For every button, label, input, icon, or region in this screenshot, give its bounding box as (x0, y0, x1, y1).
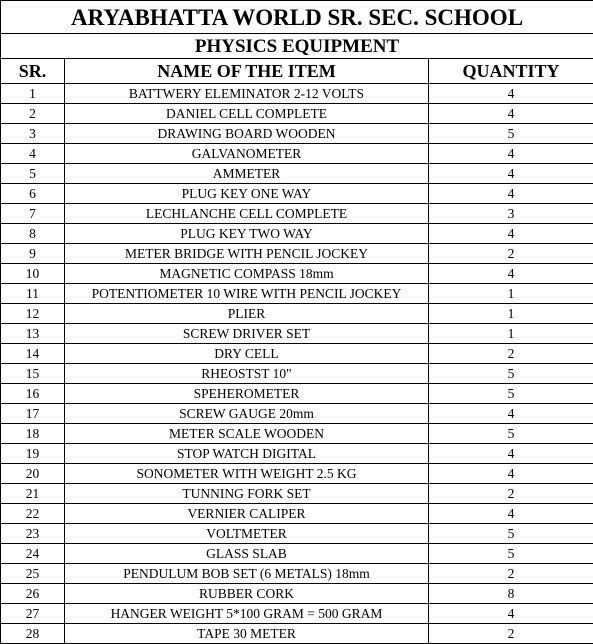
cell-item-name[interactable]: TUNNING FORK SET (65, 484, 429, 504)
cell-item-name[interactable]: STOP WATCH DIGITAL (65, 444, 429, 464)
cell-sr[interactable]: 6 (1, 184, 65, 204)
cell-item-name[interactable]: RHEOSTST 10" (65, 364, 429, 384)
cell-item-name[interactable]: SCREW GAUGE 20mm (65, 404, 429, 424)
table-row (1, 544, 593, 564)
cell-item-name[interactable]: LECHLANCHE CELL COMPLETE (65, 204, 429, 224)
table-row (1, 324, 593, 344)
cell-sr[interactable]: 23 (1, 524, 65, 544)
cell-sr[interactable]: 17 (1, 404, 65, 424)
cell-quantity[interactable]: 5 (429, 524, 593, 544)
cell-sr[interactable]: 20 (1, 464, 65, 484)
cell-sr[interactable]: 4 (1, 144, 65, 164)
cell-item-name[interactable]: VERNIER CALIPER (65, 504, 429, 524)
cell-quantity[interactable]: 2 (429, 564, 593, 584)
cell-sr[interactable]: 18 (1, 424, 65, 444)
cell-sr[interactable]: 27 (1, 604, 65, 624)
table-row (1, 84, 593, 104)
header-row (1, 59, 593, 84)
table-row (1, 344, 593, 364)
table-row (1, 404, 593, 424)
cell-sr[interactable]: 24 (1, 544, 65, 564)
cell-sr[interactable]: 28 (1, 624, 65, 644)
cell-sr[interactable]: 16 (1, 384, 65, 404)
cell-sr[interactable]: 1 (1, 84, 65, 104)
table-row (1, 224, 593, 244)
cell-item-name[interactable]: HANGER WEIGHT 5*100 GRAM = 500 GRAM (65, 604, 429, 624)
cell-quantity[interactable]: 5 (429, 384, 593, 404)
cell-item-name[interactable]: DANIEL CELL COMPLETE (65, 104, 429, 124)
cell-item-name[interactable]: DRAWING BOARD WOODEN (65, 124, 429, 144)
cell-item-name[interactable]: POTENTIOMETER 10 WIRE WITH PENCIL JOCKEY (65, 284, 429, 304)
table-row (1, 624, 593, 644)
table-row (1, 144, 593, 164)
cell-quantity[interactable]: 4 (429, 404, 593, 424)
cell-sr[interactable]: 15 (1, 364, 65, 384)
column-header-sr[interactable]: SR. (1, 59, 65, 84)
cell-item-name[interactable]: PLIER (65, 304, 429, 324)
table-row (1, 164, 593, 184)
cell-quantity[interactable]: 4 (429, 224, 593, 244)
table-row (1, 484, 593, 504)
cell-sr[interactable]: 14 (1, 344, 65, 364)
table-row (1, 124, 593, 144)
cell-sr[interactable]: 26 (1, 584, 65, 604)
cell-item-name[interactable]: PENDULUM BOB SET (6 METALS) 18mm (65, 564, 429, 584)
table-row (1, 584, 593, 604)
cell-sr[interactable]: 10 (1, 264, 65, 284)
cell-item-name[interactable]: BATTWERY ELEMINATOR 2-12 VOLTS (65, 84, 429, 104)
cell-sr[interactable]: 3 (1, 124, 65, 144)
cell-quantity[interactable]: 4 (429, 604, 593, 624)
cell-quantity[interactable]: 4 (429, 184, 593, 204)
cell-item-name[interactable]: SONOMETER WITH WEIGHT 2.5 KG (65, 464, 429, 484)
cell-item-name[interactable]: TAPE 30 METER (65, 624, 429, 644)
subtitle-row (1, 34, 593, 59)
cell-sr[interactable]: 2 (1, 104, 65, 124)
column-header-name[interactable]: NAME OF THE ITEM (65, 59, 429, 84)
cell-item-name[interactable]: GLASS SLAB (65, 544, 429, 564)
cell-item-name[interactable]: VOLTMETER (65, 524, 429, 544)
table-row (1, 504, 593, 524)
table-row (1, 284, 593, 304)
cell-quantity[interactable]: 4 (429, 464, 593, 484)
table-row (1, 564, 593, 584)
cell-quantity[interactable]: 4 (429, 104, 593, 124)
cell-item-name[interactable]: METER BRIDGE WITH PENCIL JOCKEY (65, 244, 429, 264)
cell-quantity[interactable]: 5 (429, 544, 593, 564)
cell-sr[interactable]: 7 (1, 204, 65, 224)
table-row (1, 464, 593, 484)
column-header-quantity[interactable]: QUANTITY (429, 59, 593, 84)
cell-quantity[interactable]: 4 (429, 504, 593, 524)
cell-quantity[interactable]: 1 (429, 324, 593, 344)
cell-item-name[interactable]: MAGNETIC COMPASS 18mm (65, 264, 429, 284)
cell-quantity[interactable]: 3 (429, 204, 593, 224)
cell-sr[interactable]: 21 (1, 484, 65, 504)
cell-quantity[interactable]: 2 (429, 624, 593, 644)
table-row (1, 524, 593, 544)
cell-quantity[interactable]: 5 (429, 124, 593, 144)
cell-quantity[interactable]: 5 (429, 424, 593, 444)
cell-item-name[interactable]: PLUG KEY TWO WAY (65, 224, 429, 244)
cell-item-name[interactable]: RUBBER CORK (65, 584, 429, 604)
table-row (1, 424, 593, 444)
table-row (1, 384, 593, 404)
table-row (1, 304, 593, 324)
cell-item-name[interactable]: DRY CELL (65, 344, 429, 364)
cell-quantity[interactable]: 4 (429, 444, 593, 464)
cell-quantity[interactable]: 2 (429, 484, 593, 504)
table-row (1, 184, 593, 204)
table-row (1, 244, 593, 264)
table-row (1, 604, 593, 624)
school-title[interactable]: ARYABHATTA WORLD SR. SEC. SCHOOL (1, 1, 593, 34)
cell-item-name[interactable]: AMMETER (65, 164, 429, 184)
cell-sr[interactable]: 5 (1, 164, 65, 184)
cell-quantity[interactable]: 4 (429, 264, 593, 284)
cell-sr[interactable]: 11 (1, 284, 65, 304)
cell-quantity[interactable]: 5 (429, 364, 593, 384)
cell-quantity[interactable]: 1 (429, 304, 593, 324)
cell-sr[interactable]: 25 (1, 564, 65, 584)
cell-quantity[interactable]: 4 (429, 144, 593, 164)
table-row (1, 204, 593, 224)
table-row (1, 364, 593, 384)
title-row (1, 1, 593, 34)
cell-sr[interactable]: 12 (1, 304, 65, 324)
cell-item-name[interactable]: SPEHEROMETER (65, 384, 429, 404)
cell-item-name[interactable]: SCREW DRIVER SET (65, 324, 429, 344)
sheet-subtitle[interactable]: PHYSICS EQUIPMENT (1, 34, 593, 59)
table-row (1, 104, 593, 124)
cell-item-name[interactable]: GALVANOMETER (65, 144, 429, 164)
cell-quantity[interactable]: 1 (429, 284, 593, 304)
cell-sr[interactable]: 9 (1, 244, 65, 264)
cell-sr[interactable]: 8 (1, 224, 65, 244)
table-row (1, 264, 593, 284)
table-row (1, 444, 593, 464)
cell-sr[interactable]: 13 (1, 324, 65, 344)
cell-quantity[interactable]: 4 (429, 84, 593, 104)
cell-sr[interactable]: 22 (1, 504, 65, 524)
cell-quantity[interactable]: 2 (429, 344, 593, 364)
cell-quantity[interactable]: 4 (429, 164, 593, 184)
cell-quantity[interactable]: 8 (429, 584, 593, 604)
cell-sr[interactable]: 19 (1, 444, 65, 464)
cell-quantity[interactable]: 2 (429, 244, 593, 264)
cell-item-name[interactable]: PLUG KEY ONE WAY (65, 184, 429, 204)
cell-item-name[interactable]: METER SCALE WOODEN (65, 424, 429, 444)
